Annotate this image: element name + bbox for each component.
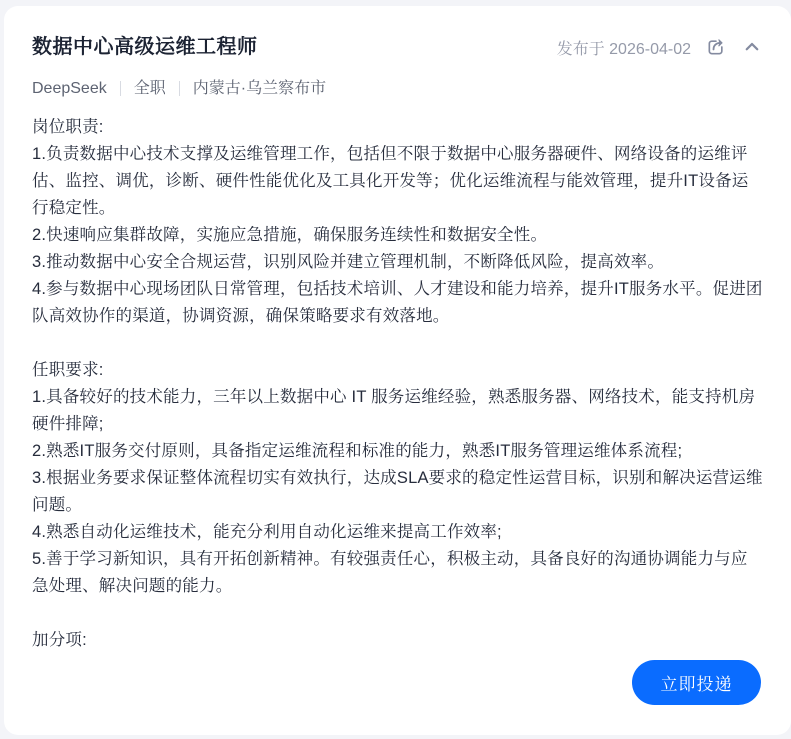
- header-actions: [557, 36, 763, 59]
- section-heading: 加分项:: [32, 631, 87, 649]
- responsibility-item: 1.负责数据中心技术支撑及运维管理工作，包括但不限于数据中心服务器硬件、网络设备的运维评估、监控、调优，诊断、硬件性能优化及工具化开发等；优化运维流程与能效管理，提升IT设备运行稳定性。: [32, 145, 749, 217]
- apply-now-button[interactable]: 立即投递: [632, 660, 761, 705]
- company-name: DeepSeek: [32, 80, 107, 97]
- responsibility-item: 4.参与数据中心现场团队日常管理，包括技术培训、人才建设和能力培养，提升IT服务水平。促进团队高效协作的渠道，协调资源，确保策略要求有效落地。: [32, 280, 763, 325]
- meta-divider: [179, 81, 180, 96]
- requirement-item: 4.熟悉自动化运维技术，能充分利用自动化运维来提高工作效率;: [32, 523, 502, 541]
- responsibility-item: 3.推动数据中心安全合规运营，识别风险并建立管理机制，不断降低风险，提高效率。: [32, 253, 665, 271]
- employment-type: 全职: [133, 80, 166, 97]
- published-date: 发布于 2026-04-02: [556, 40, 691, 58]
- job-description: [32, 114, 763, 654]
- job-location: 内蒙古·乌兰察布市: [192, 80, 327, 97]
- job-meta: [32, 78, 763, 99]
- responsibility-item: 2.快速响应集群故障，实施应急措施，确保服务连续性和数据安全性。: [32, 226, 548, 244]
- meta-divider: [120, 81, 121, 96]
- job-header: [32, 32, 763, 62]
- section-heading: 任职要求:: [32, 361, 104, 379]
- section-responsibilities: [32, 114, 763, 330]
- section-bonus: [32, 627, 763, 654]
- share-icon[interactable]: [705, 36, 727, 58]
- requirement-item: 2.熟悉IT服务交付原则，具备指定运维流程和标准的能力，熟悉IT服务管理运维体系流程;: [32, 442, 683, 460]
- requirement-item: 5.善于学习新知识，具有开拓创新精神。有较强责任心，积极主动，具备良好的沟通协调能力与应急处理、解决问题的能力。: [32, 550, 748, 595]
- requirement-item: 1.具备较好的技术能力，三年以上数据中心 IT 服务运维经验，熟悉服务器、网络技术，能支持机房硬件排障;: [32, 388, 756, 433]
- job-title: 数据中心高级运维工程师: [32, 36, 258, 58]
- requirement-item: 3.根据业务要求保证整体流程切实有效执行，达成SLA要求的稳定性运营目标，识别和解决运营运维问题。: [32, 469, 763, 514]
- chevron-up-icon[interactable]: [741, 36, 763, 58]
- section-requirements: [32, 357, 763, 600]
- section-heading: 岗位职责:: [32, 118, 104, 136]
- job-detail-card: [4, 6, 791, 735]
